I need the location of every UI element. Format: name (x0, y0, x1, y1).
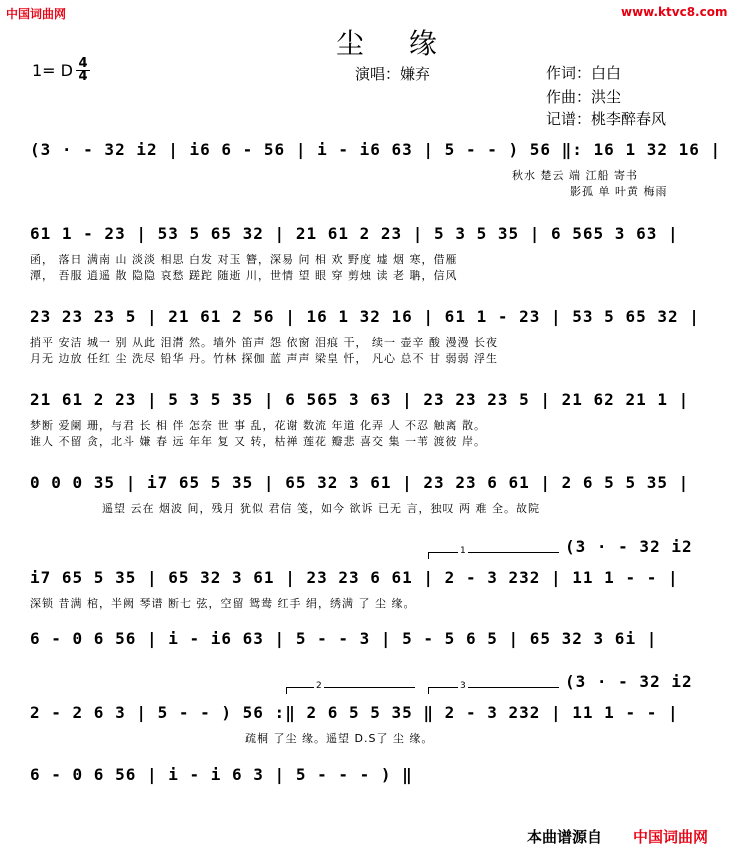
volta-number-2: 2 (316, 681, 322, 691)
notation-row-6: i7 65 5 35 | 65 32 3 61 | 23 23 6 61 | 2 - 3 232 | 11 1 - - | (30, 568, 679, 587)
transcriber: 记谱：桃李醉春风 (546, 110, 667, 128)
footer-site: 中国词曲网 (633, 828, 709, 846)
watermark-left: 中国词曲网 (6, 7, 67, 21)
lyric-row-2-verse-2: 潭， 吾服 逍遥 散 隐隐 哀愁 蹉跎 随逝 川，世情 望 眼 穿 剪烛 读 老 聃，信风 (30, 269, 458, 282)
lyric-row-4-verse-2: 谁人 不留 贪，北斗 嫌 春 远 年年 复 又 转，枯禅 莲花 瓣悲 喜交 集 一苇 渡彼 岸。 (30, 435, 486, 448)
volta-bracket-3 (428, 687, 559, 694)
notation-row-2: 61 1 - 23 | 53 5 65 32 | 21 61 2 23 | 5 3 5 35 | 6 565 3 63 | (30, 224, 679, 243)
lyric-row-3-verse-2: 月无 边放 任红 尘 洗尽 铅华 丹。竹林 探伽 蓝 声声 梁皇 忏， 凡心 总不 甘 弱弱 浮生 (30, 352, 498, 365)
singer: 演唱：嫌弃 (355, 65, 431, 83)
notation-row-7: 6 - 0 6 56 | i - i6 63 | 5 - - 3 | 5 - 5 6 5 | 65 32 3 6i | (30, 629, 658, 648)
footer-source: 本曲谱源自 (527, 828, 603, 846)
song-title: 尘 缘 (336, 27, 455, 60)
key-signature: 1= D (32, 61, 73, 80)
overlay-motif-2: (3 · - 32 i2 (565, 672, 693, 691)
lyric-row-6: 深锁 昔满 棺，半阙 琴谱 断七 弦，空留 鸳鸯 红手 绢，绣满 了 尘 缘。 (30, 597, 416, 610)
lyric-row-1-verse-2: 影孤 单 叶黄 梅雨 (570, 185, 668, 198)
volta-number-1: 1 (460, 546, 466, 556)
volta-number-3: 3 (460, 681, 466, 691)
watermark-right: www.ktvc8.com (621, 5, 728, 19)
notation-row-8: 2 - 2 6 3 | 5 - - ) 56 :‖ 2 6 5 5 35 ‖ 2 - 3 232 | 11 1 - - | (30, 703, 679, 722)
lyric-row-4-verse-1: 梦断 爱阑 珊，与君 长 相 伴 怎奈 世 事 乱，花谢 数流 年道 化弄 人 不忍 触离 散。 (30, 419, 486, 432)
notation-row-9: 6 - 0 6 56 | i - i 6 3 | 5 - - - ) ‖ (30, 765, 413, 784)
lyric-row-5: 遥望 云在 烟波 间，残月 犹似 君信 笺，如今 欲诉 已无 言，独叹 两 难 全。故院 (102, 502, 540, 515)
overlay-motif-1: (3 · - 32 i2 (565, 537, 693, 556)
time-signature: 4 4 (76, 58, 90, 83)
notation-row-1: (3 · - 32 i2 | i6 6 - 56 | i - i6 63 | 5 - - ) 56 ‖: 16 1 32 16 | (30, 140, 722, 159)
lyric-row-8: 疏桐 了尘 缘。遥望 D.S了 尘 缘。 (245, 732, 434, 745)
notation-row-3: 23 23 23 5 | 21 61 2 56 | 16 1 32 16 | 61 1 - 23 | 53 5 65 32 | (30, 307, 700, 326)
lyricist: 作词：白白 (546, 64, 622, 82)
composer: 作曲：洪尘 (546, 88, 622, 106)
lyric-row-1-verse-1: 秋水 楚云 端 江船 寄书 (512, 169, 638, 182)
volta-bracket-1 (428, 552, 559, 559)
volta-bracket-2 (286, 687, 415, 694)
notation-row-5: 0 0 0 35 | i7 65 5 35 | 65 32 3 61 | 23 23 6 61 | 2 6 5 5 35 | (30, 473, 690, 492)
lyric-row-3-verse-1: 捎平 安洁 城一 别 从此 泪潸 然。墙外 笛声 怨 依窗 泪痕 干， 续一 壶辛 酸 漫漫 长夜 (30, 336, 498, 349)
lyric-row-2-verse-1: 函， 落日 满南 山 淡淡 相思 白发 对玉 簪，深易 问 相 欢 野度 墟 烟 寒，借雁 (30, 253, 458, 266)
notation-row-4: 21 61 2 23 | 5 3 5 35 | 6 565 3 63 | 23 23 23 5 | 21 62 21 1 | (30, 390, 690, 409)
